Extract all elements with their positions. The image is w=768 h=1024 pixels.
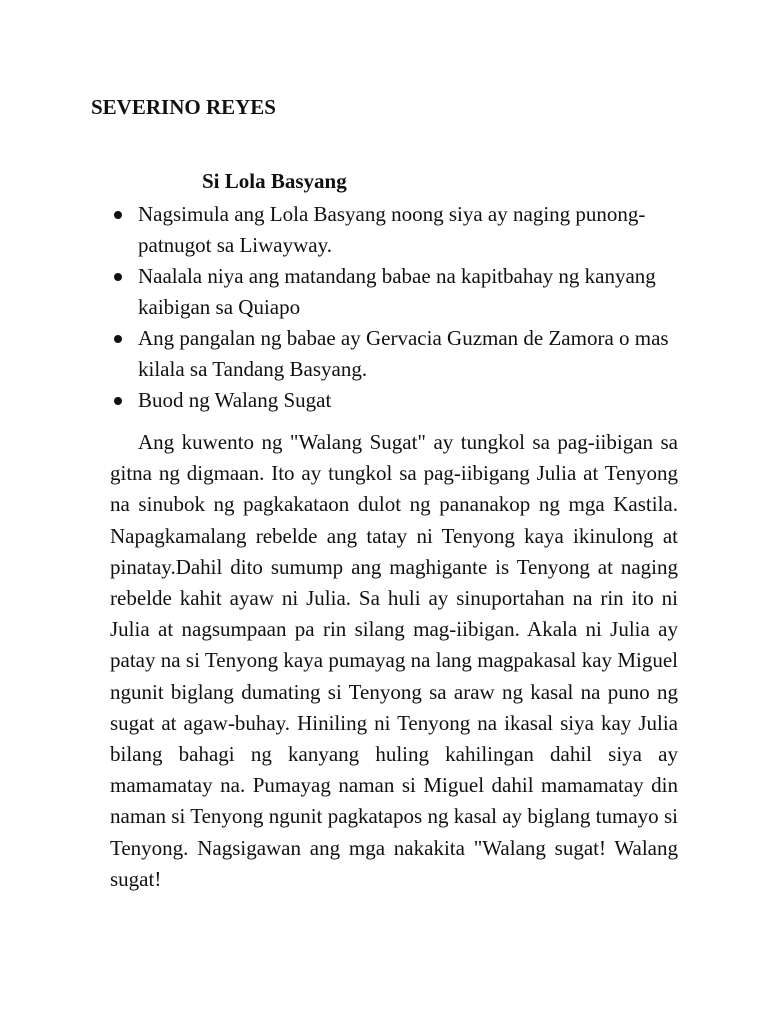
bullet-item — [112, 323, 692, 385]
author-heading: SEVERINO REYES — [91, 95, 276, 119]
bullet-item — [112, 385, 692, 416]
bullet-text: Nagsimula ang Lola Basyang noong siya ay naging punong-patnugot sa Liwayway. — [138, 202, 646, 257]
bullet-list — [112, 199, 692, 416]
bullet-text: Buod ng Walang Sugat — [138, 388, 332, 412]
document-title: Si Lola Basyang — [202, 169, 347, 193]
bullet-dot-icon — [114, 397, 122, 405]
bullet-dot-icon — [114, 273, 122, 281]
bullet-dot-icon — [114, 211, 122, 219]
summary-paragraph: Ang kuwento ng "Walang Sugat" ay tungkol sa pag-iibigan sa gitna ng digmaan. Ito ay tungkol sa pag-iibigang Julia at Tenyong na sinubok ng pagkakataon dulot ng pananakop ng mga Kastila. Napagkamalang rebelde ang tatay ni Tenyong kaya ikinulong at pinatay.Dahil dito sumump ang maghigante is Tenyong at naging rebelde kahit ayaw ni Julia. Sa huli ay sinuportahan na rin ito ni Julia at nagsumpaan pa rin silang mag-iibigan. Akala ni Julia ay patay na si Tenyong kaya pumayag na lang magpakasal kay Miguel ngunit biglang dumating si Tenyong sa araw ng kasal na puno ng sugat at agaw-buhay. Hiniling ni Tenyong na ikasal siya kay Julia bilang bahagi ng kanyang huling kahilingan dahil siya ay mamamatay na. Pumayag naman si Miguel dahil mamamatay din naman si Tenyong ngunit pagkatapos ng kasal ay biglang tumayo si Tenyong. Nagsigawan ang mga nakakita "Walang sugat! Walang sugat! — [110, 430, 678, 891]
bullet-text: Naalala niya ang matandang babae na kapitbahay ng kanyang kaibigan sa Quiapo — [138, 264, 656, 319]
bullet-item — [112, 261, 692, 323]
bullet-item — [112, 199, 692, 261]
bullet-dot-icon — [114, 335, 122, 343]
bullet-text: Ang pangalan ng babae ay Gervacia Guzman de Zamora o mas kilala sa Tandang Basyang. — [138, 326, 669, 381]
